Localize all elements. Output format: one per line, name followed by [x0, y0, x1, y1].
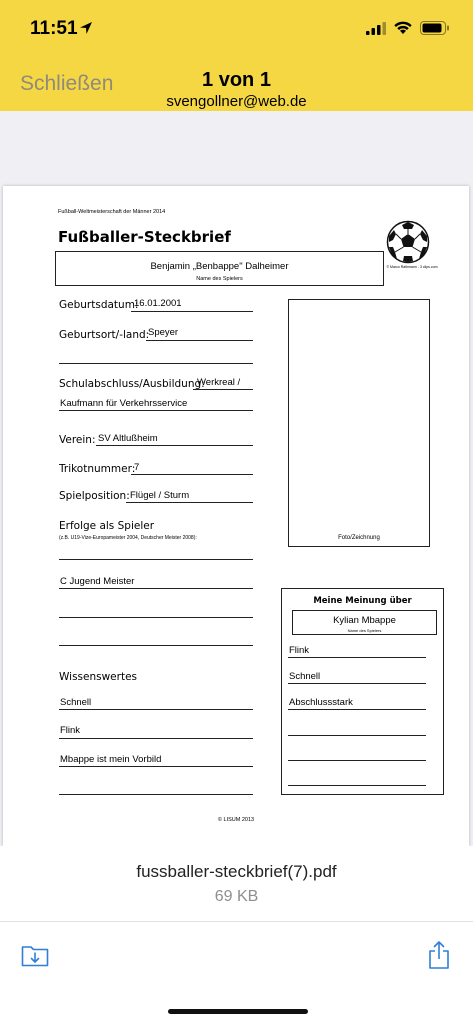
- opinion-item: Schnell: [289, 671, 321, 682]
- birthplace-label: Geburtsort/-land:: [59, 329, 150, 341]
- doc-supertitle: Fußball-Weltmeisterschaft der Männer 2014: [58, 209, 166, 215]
- position-label: Spielposition:: [59, 490, 130, 502]
- status-time: 11:51: [30, 18, 78, 39]
- logo-caption: © Marco Rathmann - 3 clips.com: [386, 265, 438, 269]
- success-line-4: [59, 645, 253, 646]
- education-value-2: Kaufmann für Verkehrsservice: [60, 398, 188, 409]
- fact-line: [59, 766, 253, 767]
- opinion-item: Flink: [289, 645, 310, 656]
- page-counter: 1 von 1: [202, 69, 271, 91]
- fact-item: Mbappe ist mein Vorbild: [60, 754, 162, 765]
- fact-line: [59, 794, 253, 795]
- doc-title: Fußballer-Steckbrief: [58, 228, 231, 246]
- position-line: [126, 502, 253, 503]
- file-size: 69 KB: [214, 888, 259, 905]
- toolbar-divider: [0, 921, 473, 922]
- photo-caption: Foto/Zeichnung: [338, 535, 380, 541]
- jersey-line: [131, 474, 253, 475]
- home-indicator[interactable]: [168, 1009, 308, 1014]
- player-name-caption: Name des Spielers: [196, 276, 243, 282]
- opinion-box: [281, 588, 444, 795]
- opinion-name-caption: Name des Spielers: [347, 628, 382, 633]
- position-value: Flügel / Sturm: [130, 490, 190, 501]
- success-line-1: [59, 559, 253, 560]
- blank-line: [59, 363, 253, 364]
- success-line-3: [59, 617, 253, 618]
- status-bar: [0, 0, 473, 58]
- opinion-title: Meine Meinung über: [313, 596, 412, 606]
- facts-label: Wissenswertes: [59, 671, 138, 683]
- fact-line: [59, 738, 253, 739]
- opinion-line: [288, 657, 426, 658]
- success-hint: (z.B. U19-Vize-Europameister 2004, Deutscher Meister 2008):: [59, 535, 197, 541]
- birthdate-value: 16.01.2001: [134, 298, 182, 309]
- fact-item: Schnell: [60, 697, 92, 708]
- close-button[interactable]: Schließen: [20, 72, 114, 95]
- education-line-1: [193, 389, 253, 390]
- photo-box: [288, 299, 430, 547]
- fact-line: [59, 709, 253, 710]
- battery-icon: [420, 21, 450, 35]
- opinion-name-box: [292, 610, 437, 635]
- education-line-2: [59, 410, 253, 411]
- birthplace-line: [146, 340, 253, 341]
- jersey-label: Trikotnummer:: [59, 463, 136, 475]
- opinion-line: [288, 760, 426, 761]
- opinion-line: [288, 709, 426, 710]
- success-value: C Jugend Meister: [60, 576, 135, 587]
- file-name: fussballer-steckbrief(7).pdf: [136, 862, 337, 881]
- cellular-signal-icon: [366, 22, 386, 35]
- success-line-2: [59, 588, 253, 589]
- birthdate-line: [131, 311, 253, 312]
- jersey-value: 7: [134, 462, 140, 473]
- fact-item: Flink: [60, 725, 81, 736]
- sender-email: svengollner@web.de: [166, 93, 307, 110]
- save-to-files-icon[interactable]: [21, 943, 49, 967]
- success-label: Erfolge als Spieler: [59, 520, 155, 532]
- wifi-icon: [393, 20, 413, 35]
- opinion-line: [288, 785, 426, 786]
- education-label: Schulabschluss/Ausbildung:: [59, 378, 205, 390]
- birthplace-value: Speyer: [148, 327, 179, 338]
- club-label: Verein:: [59, 434, 96, 446]
- share-icon[interactable]: [427, 940, 451, 970]
- player-name: Benjamin „Benbappe" Dalheimer: [150, 261, 289, 272]
- education-value-1: Werkreal /: [197, 377, 241, 388]
- location-arrow-icon: [78, 20, 94, 36]
- club-value: SV Altlußheim: [98, 433, 158, 444]
- opinion-line: [288, 683, 426, 684]
- player-name-box: [55, 251, 384, 286]
- opinion-item: Abschlussstark: [289, 697, 353, 708]
- copyright: © LISUM 2013: [217, 817, 255, 823]
- birthdate-label: Geburtsdatum:: [59, 299, 139, 311]
- club-line: [96, 445, 253, 446]
- opinion-line: [288, 735, 426, 736]
- opinion-name: Kylian Mbappe: [333, 615, 396, 626]
- pdf-page[interactable]: [3, 186, 469, 846]
- soccer-ball-icon: [386, 220, 430, 264]
